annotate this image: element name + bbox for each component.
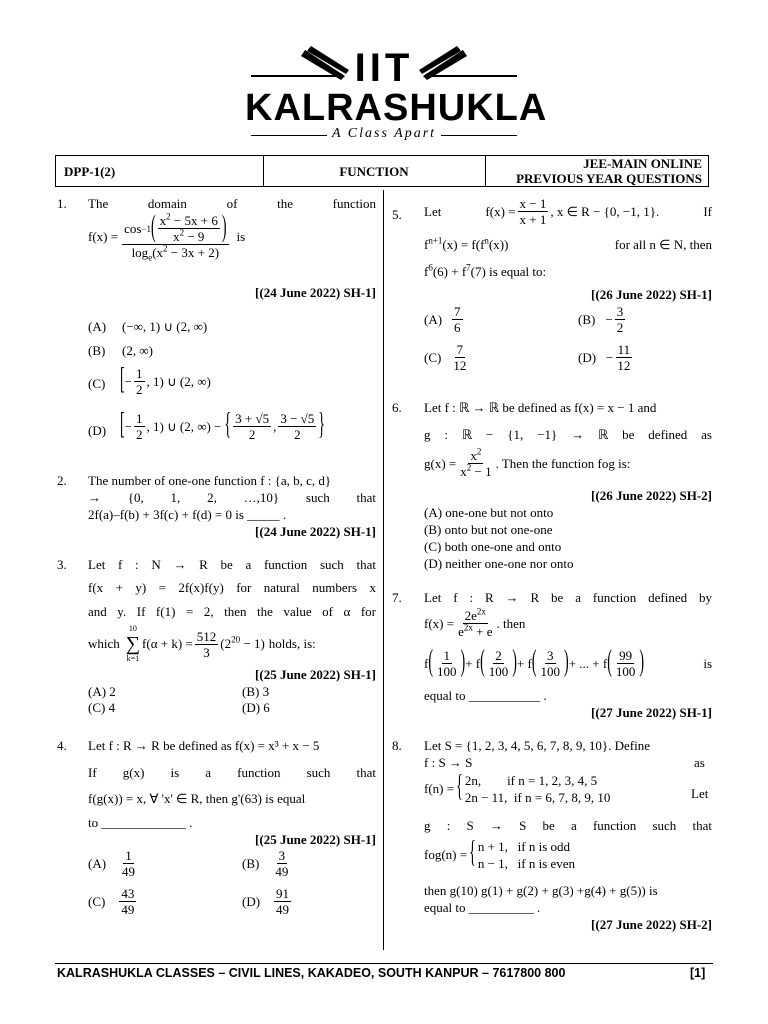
q8-line7: equal to __________ . xyxy=(424,900,541,915)
q4-line1: Let f : R → R be defined as f(x) = x³ + x − 5 xyxy=(88,738,320,753)
q8-ref: [(27 June 2022) SH-2] xyxy=(591,917,712,932)
q8-line1: Let S = {1, 2, 3, 4, 5, 6, 7, 8, 9, 10}. Define xyxy=(424,738,650,753)
q4-number: 4. xyxy=(57,738,67,753)
q7-line3: f ( $\frac{1}{100}$ ) + f ( $\frac{2}{100}$ ) + f ( $\frac{3}{100}$ ) + ... + f ( $\frac{99}{100}$ ) is xyxy=(424,645,712,679)
q3-option-a[interactable]: (A) 2 xyxy=(88,684,116,699)
q4-line4: to _____________ . xyxy=(88,815,193,830)
q6-line2: g : ℝ − {1, −1} → ℝ be defined as xyxy=(424,427,712,442)
q8-line2-post: as xyxy=(694,755,705,770)
footer-rule xyxy=(55,963,713,964)
q7-line4: equal to ___________ . xyxy=(424,688,547,703)
q8-fn-def: f(n) = { 2n, if n = 1, 2, 3, 4, 5 2n − 11, if n = 6, 7, 8, 9, 10 xyxy=(424,771,611,805)
q4-line3: f(g(x)) = x, ∀ 'x' ∈ R, then g'(63) is equal xyxy=(88,791,306,806)
q3-line2: f(x + y) = 2f(x)f(y) for natural numbers x xyxy=(88,580,376,595)
q6-line3: g(x) = $\frac{x^2}{x^2 - 1}$ . Then the function fog is: xyxy=(424,446,631,479)
q1-number: 1. xyxy=(57,196,67,211)
q3-number: 3. xyxy=(57,557,67,572)
q4-option-a[interactable]: (A) $\frac{1}{49}$ xyxy=(88,848,136,879)
q4-option-b[interactable]: (B) $\frac{3}{49}$ xyxy=(242,848,289,879)
q7-line1: Let f : R → R be a function defined by xyxy=(424,590,712,605)
q6-line1: Let f : ℝ → ℝ be defined as f(x) = x − 1 and xyxy=(424,400,657,415)
page-number: [1] xyxy=(690,966,706,980)
q8-line6: then g(10) g(1) + g(2) + g(3) +g(4) + g(5)) is xyxy=(424,883,658,898)
q8-number: 8. xyxy=(392,738,402,753)
q2-line1: The number of one-one function f : {a, b, c, d} xyxy=(88,473,332,488)
q2-number: 2. xyxy=(57,473,67,488)
q5-ref: [(26 June 2022) SH-1] xyxy=(591,287,712,302)
q3-line3: and y. If f(1) = 2, then the value of α for xyxy=(88,604,376,619)
q8-line4: g : S → S be a function such that xyxy=(424,818,712,833)
q3-option-d[interactable]: (D) 6 xyxy=(242,700,270,715)
q8-fog-def: fog(n) = { n + 1, if n is odd n − 1, if n is even xyxy=(424,837,576,871)
q6-option-b[interactable]: (B) onto but not one-one xyxy=(424,522,553,537)
q1-option-b[interactable]: (2, ∞) xyxy=(122,343,153,358)
q4-option-c[interactable]: (C) $\frac{43}{49}$ xyxy=(88,886,135,917)
q1-option-d-label: (D) xyxy=(88,423,107,438)
q5-option-d[interactable]: (D) − $\frac{11}{12}$ xyxy=(578,342,631,373)
q7-line2: f(x) = $\frac{2e^{2x}}{e^{2x} + e}$ . then xyxy=(424,606,526,639)
q1-option-a-label: (A) xyxy=(88,319,107,334)
brand-name: KALRASHUKLA xyxy=(245,87,548,129)
q4-option-d[interactable]: (D) $\frac{91}{49}$ xyxy=(242,886,290,917)
q1-text: The domain of the function xyxy=(88,196,376,211)
q1-option-b-label: (B) xyxy=(88,343,106,358)
q4-line2: If g(x) is a function such that xyxy=(88,765,376,780)
tagline: A Class Apart xyxy=(331,126,437,141)
q1-option-d[interactable]: [ − $\frac{1}{2}$ , 1) ∪ (2, ∞) − { $\frac{3 + √5}{2}$ , $\frac{3 - √5}{2}$ } xyxy=(120,408,326,442)
q1-option-c[interactable]: [ − $\frac{1}{2}$ , 1) ∪ (2, ∞) xyxy=(120,363,211,397)
q5-line3: $f^6(6) + f^7(7)$ is equal to: xyxy=(424,262,547,279)
q2-ref: [(24 June 2022) SH-1] xyxy=(255,524,376,539)
footer-text: KALRASHUKLA CLASSES – CIVIL LINES, KAKADEO, SOUTH KANPUR – 7617800 800 xyxy=(57,966,566,980)
q6-number: 6. xyxy=(392,400,402,415)
q7-number: 7. xyxy=(392,590,402,605)
column-divider xyxy=(383,190,384,950)
q3-sum-formula: which 10 ∑ k=1 f(α + k) = $\frac{512}{3}$ $(2^{20} - 1)$ holds, is: xyxy=(88,624,316,663)
q6-option-c[interactable]: (C) both one-one and onto xyxy=(424,539,562,554)
q3-option-b[interactable]: (B) 3 xyxy=(242,684,270,699)
logo xyxy=(245,40,548,152)
q5-option-a[interactable]: (A) $\frac{7}{6}$ xyxy=(424,304,461,335)
q5-number: 5. xyxy=(392,207,402,222)
q5-option-b[interactable]: (B) − $\frac{3}{2}$ xyxy=(578,304,624,335)
exam-line2: PREVIOUS YEAR QUESTIONS xyxy=(516,171,702,186)
q7-ref: [(27 June 2022) SH-1] xyxy=(591,705,712,720)
q6-option-a[interactable]: (A) one-one but not onto xyxy=(424,505,554,520)
info-bar xyxy=(55,155,709,187)
q1-option-c-label: (C) xyxy=(88,376,106,391)
q8-line2: f : S → S xyxy=(424,755,473,770)
q5-option-c[interactable]: (C) $\frac{7}{12}$ xyxy=(424,342,467,373)
q3-option-c[interactable]: (C) 4 xyxy=(88,700,116,715)
q6-option-d[interactable]: (D) neither one-one nor onto xyxy=(424,556,574,571)
q1-suffix: is xyxy=(236,229,246,244)
q4-ref: [(25 June 2022) SH-1] xyxy=(255,832,376,847)
dpp-code: DPP-1(2) xyxy=(64,164,116,179)
q6-ref: [(26 June 2022) SH-2] xyxy=(591,488,712,503)
q3-line1: Let f : N → R be a function such that xyxy=(88,557,376,572)
q1-option-a[interactable]: (−∞, 1) ∪ (2, ∞) xyxy=(122,319,208,334)
q3-ref: [(25 June 2022) SH-1] xyxy=(255,667,376,682)
q1-ref: [(24 June 2022) SH-1] xyxy=(255,285,376,300)
q1-formula: f(x) = cos −1 ( $\frac{x^2 - 5x + 6}{x^2 - 9}$ ) $\log_e(x^2 - 3x + 2)$ is xyxy=(88,211,246,263)
tagline-rule-right xyxy=(441,135,517,136)
q8-let: Let xyxy=(691,786,709,801)
topic-title: FUNCTION xyxy=(339,164,409,179)
exam-line1: JEE-MAIN ONLINE xyxy=(583,156,702,171)
q2-line3: 2f(a)–f(b) + 3f(c) + f(d) = 0 is _____ . xyxy=(88,507,287,522)
q5-line2: $f^{n+1}(x) = f(f^n(x))$ for all n ∈ N, then xyxy=(424,235,712,252)
q2-line2: → {0, 1, 2, …,10} such that xyxy=(88,490,376,505)
brand-top: IIT xyxy=(354,46,414,90)
q5-line1: Let f(x) = $\frac{x - 1}{x + 1}$ , x ∈ R − {0, −1, 1}. If xyxy=(424,196,712,227)
